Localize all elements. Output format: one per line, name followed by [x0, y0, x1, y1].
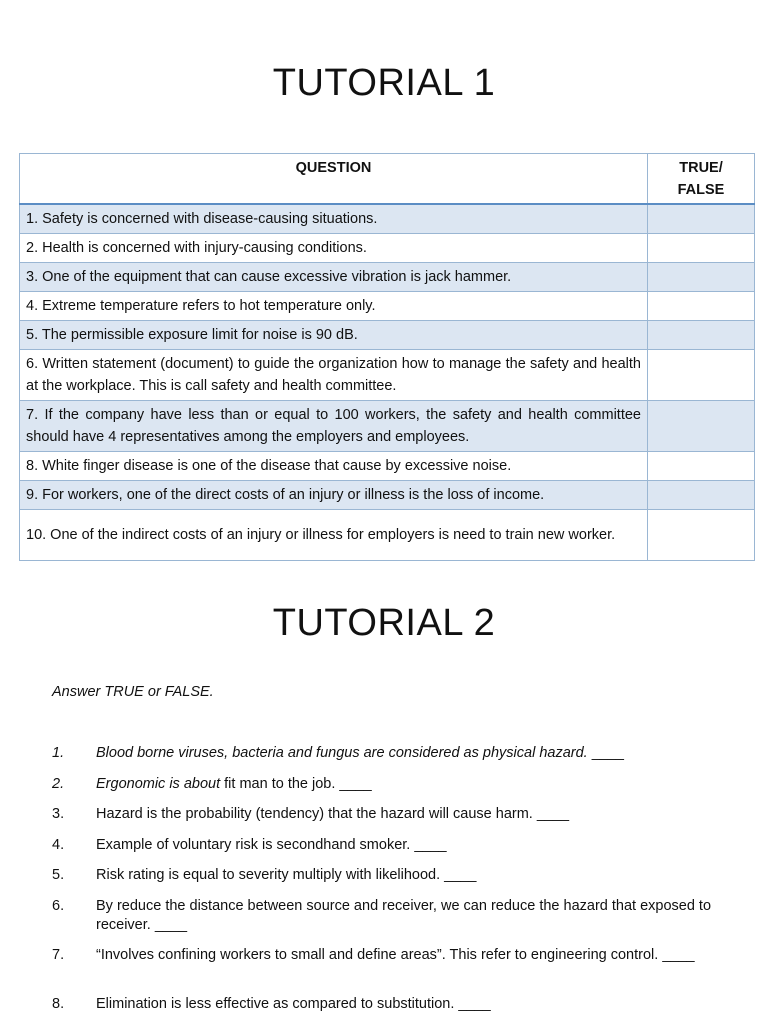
answer-cell[interactable]: [648, 452, 755, 481]
tutorial-2-title: TUTORIAL 2: [272, 602, 496, 644]
tutorial-1-title: TUTORIAL 1: [272, 62, 496, 104]
item-number: 7.: [52, 947, 65, 963]
question-cell: 8. White finger disease is one of the disease that cause by excessive noise.: [20, 452, 648, 481]
answer-cell[interactable]: [648, 263, 755, 292]
item-text-plain: “Involves confining workers to small and define areas”. This refer to engineering control. ____: [96, 947, 695, 963]
item-text-italic: Ergonomic is about: [96, 776, 221, 792]
question-column-header: QUESTION: [20, 154, 648, 205]
answer-cell[interactable]: [648, 321, 755, 350]
list-item: [52, 866, 722, 885]
question-cell: 1. Safety is concerned with disease-causing situations.: [20, 204, 648, 234]
item-number: 1.: [52, 745, 65, 761]
item-text-plain: Hazard is the probability (tendency) that the hazard will cause harm. ____: [96, 806, 570, 822]
item-text: [96, 995, 722, 1014]
question-cell: 10. One of the indirect costs of an injury or illness for employers is need to train new worker.: [20, 510, 648, 561]
table-row: [20, 204, 755, 234]
item-text: [96, 866, 722, 885]
answer-column-header: [648, 154, 755, 205]
item-text-plain: Elimination is less effective as compared to substitution. ____: [96, 996, 491, 1012]
item-text: [96, 946, 722, 965]
item-number: 3.: [52, 806, 65, 822]
list-item: [52, 836, 722, 855]
list-item: [52, 775, 722, 794]
answer-cell[interactable]: [648, 234, 755, 263]
list-item: [52, 995, 722, 1014]
list-item: [52, 805, 722, 824]
answer-cell[interactable]: [648, 350, 755, 401]
question-cell: 4. Extreme temperature refers to hot temperature only.: [20, 292, 648, 321]
item-number: 4.: [52, 837, 65, 853]
table-row: [20, 350, 755, 401]
item-text: [96, 805, 722, 824]
question-cell: 5. The permissible exposure limit for noise is 90 dB.: [20, 321, 648, 350]
table-row: [20, 481, 755, 510]
true-false-table: [19, 153, 755, 561]
item-text: [96, 836, 722, 855]
question-cell: 6. Written statement (document) to guide the organization how to manage the safety and health at the workplace. This is call safety and health committee.: [20, 350, 648, 401]
answer-cell[interactable]: [648, 510, 755, 561]
item-text: [96, 775, 722, 794]
answer-column-header-label: TRUE/ FALSE: [677, 160, 725, 198]
table-row: [20, 401, 755, 452]
instruction-text: Answer TRUE or FALSE.: [52, 684, 214, 700]
item-text: [96, 897, 722, 935]
item-number: 8.: [52, 996, 65, 1012]
answer-cell[interactable]: [648, 481, 755, 510]
answer-cell[interactable]: [648, 204, 755, 234]
list-item: [52, 897, 722, 935]
item-text-plain: ____: [587, 745, 624, 761]
list-item: [52, 946, 722, 965]
item-text-plain: fit man to the job. ____: [220, 776, 372, 792]
table-row: [20, 510, 755, 561]
answer-cell[interactable]: [648, 292, 755, 321]
item-text-plain: Example of voluntary risk is secondhand smoker. ____: [96, 837, 447, 853]
item-text-plain: Risk rating is equal to severity multiply with likelihood. ____: [96, 867, 477, 883]
item-number: 2.: [52, 776, 65, 792]
question-cell: 3. One of the equipment that can cause excessive vibration is jack hammer.: [20, 263, 648, 292]
table-row: [20, 234, 755, 263]
question-cell: 9. For workers, one of the direct costs of an injury or illness is the loss of income.: [20, 481, 648, 510]
table-row: [20, 321, 755, 350]
item-text: [96, 744, 722, 763]
answer-cell[interactable]: [648, 401, 755, 452]
item-text-italic: Blood borne viruses, bacteria and fungus are considered as physical hazard.: [96, 745, 588, 761]
item-text-plain: By reduce the distance between source and receiver, we can reduce the hazard that exposed to receiver. ____: [96, 898, 712, 933]
table-header-row: [20, 154, 755, 205]
item-number: 5.: [52, 867, 65, 883]
table-row: [20, 263, 755, 292]
question-cell: 7. If the company have less than or equal to 100 workers, the safety and health committee should have 4 representatives among the employers and employees.: [20, 401, 648, 452]
table-row: [20, 292, 755, 321]
list-item: [52, 744, 722, 763]
table-row: [20, 452, 755, 481]
item-number: 6.: [52, 898, 65, 914]
question-cell: 2. Health is concerned with injury-causing conditions.: [20, 234, 648, 263]
